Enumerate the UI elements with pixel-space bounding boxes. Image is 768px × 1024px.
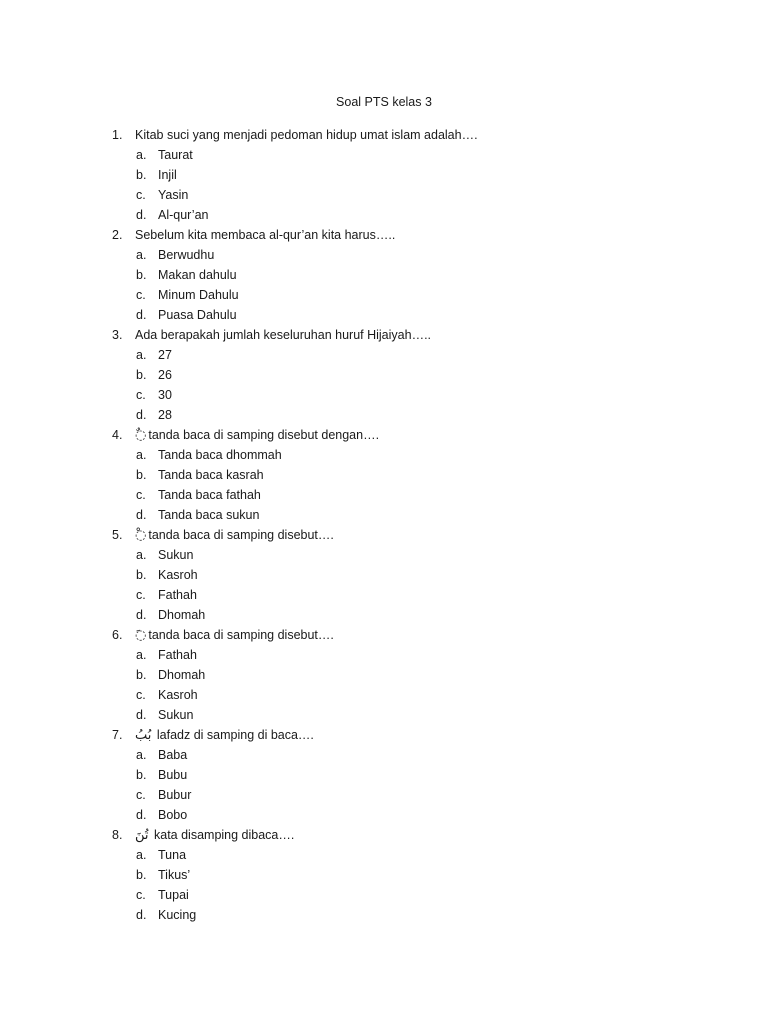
- option-letter: b.: [136, 868, 147, 882]
- option-text: Yasin: [158, 188, 189, 202]
- option-letter: d.: [136, 308, 147, 322]
- option-row: [0, 445, 768, 465]
- option-row: [0, 365, 768, 385]
- option-text: 28: [158, 408, 172, 422]
- question-4: [0, 425, 768, 525]
- question-row: [0, 625, 768, 645]
- question-text-body: tanda baca di samping disebut dengan….: [148, 428, 380, 442]
- option-row: [0, 545, 768, 565]
- question-text: [135, 625, 334, 646]
- question-text: [135, 725, 314, 746]
- option-row: [0, 705, 768, 725]
- option-letter: c.: [136, 888, 146, 902]
- option-row: [0, 165, 768, 185]
- option-row: [0, 265, 768, 285]
- question-8: [0, 825, 768, 925]
- question-number: 3.: [112, 328, 123, 342]
- question-text-body: lafadz di samping di baca….: [156, 728, 314, 742]
- option-text: Tikus’: [158, 868, 191, 882]
- option-text: Berwudhu: [158, 248, 215, 262]
- option-text: Tanda baca fathah: [158, 488, 261, 502]
- question-number: 6.: [112, 628, 123, 642]
- option-letter: d.: [136, 708, 147, 722]
- option-row: [0, 485, 768, 505]
- question-number: 4.: [112, 428, 123, 442]
- question-7: [0, 725, 768, 825]
- option-text: Bubur: [158, 788, 192, 802]
- question-row: [0, 425, 768, 445]
- question-3: [0, 325, 768, 425]
- question-row: [0, 125, 768, 145]
- document-title: Soal PTS kelas 3: [336, 95, 432, 109]
- option-text: Sukun: [158, 548, 194, 562]
- question-text-body: kata disamping dibaca….: [154, 828, 295, 842]
- option-text: Puasa Dahulu: [158, 308, 237, 322]
- option-letter: a.: [136, 648, 147, 662]
- option-row: [0, 145, 768, 165]
- arabic-glyph: ◌ٌ: [135, 428, 147, 443]
- question-text-body: tanda baca di samping disebut….: [148, 528, 334, 542]
- option-row: [0, 845, 768, 865]
- option-row: [0, 885, 768, 905]
- question-2: [0, 225, 768, 325]
- option-text: Al-qur’an: [158, 208, 209, 222]
- option-text: Minum Dahulu: [158, 288, 239, 302]
- question-text: Sebelum kita membaca al-qur’an kita harus…..: [135, 228, 396, 242]
- question-row: [0, 725, 768, 745]
- option-letter: c.: [136, 488, 146, 502]
- option-text: Dhomah: [158, 608, 206, 622]
- option-text: Kasroh: [158, 688, 198, 702]
- option-row: [0, 785, 768, 805]
- arabic-glyph: ◌َ: [135, 628, 147, 643]
- question-1: [0, 125, 768, 225]
- option-letter: b.: [136, 168, 147, 182]
- option-letter: b.: [136, 568, 147, 582]
- arabic-glyph: تُنَ: [135, 828, 149, 843]
- option-text: Taurat: [158, 148, 193, 162]
- question-list: [0, 125, 768, 925]
- option-text: Injil: [158, 168, 177, 182]
- option-row: [0, 305, 768, 325]
- option-letter: d.: [136, 208, 147, 222]
- option-letter: c.: [136, 788, 146, 802]
- question-number: 7.: [112, 728, 123, 742]
- option-text: Fathah: [158, 648, 197, 662]
- option-row: [0, 185, 768, 205]
- option-row: [0, 465, 768, 485]
- option-letter: b.: [136, 468, 147, 482]
- option-text: Tanda baca kasrah: [158, 468, 264, 482]
- option-letter: b.: [136, 668, 147, 682]
- question-number: 2.: [112, 228, 123, 242]
- option-text: 26: [158, 368, 172, 382]
- question-row: [0, 225, 768, 245]
- option-letter: a.: [136, 448, 147, 462]
- option-text: Bubu: [158, 768, 188, 782]
- option-text: Makan dahulu: [158, 268, 237, 282]
- option-text: Kasroh: [158, 568, 198, 582]
- option-text: 27: [158, 348, 172, 362]
- question-text: [135, 525, 334, 546]
- option-row: [0, 645, 768, 665]
- question-text: Kitab suci yang menjadi pedoman hidup umat islam adalah….: [135, 128, 478, 142]
- option-letter: a.: [136, 548, 147, 562]
- question-number: 5.: [112, 528, 123, 542]
- option-letter: a.: [136, 748, 147, 762]
- option-letter: b.: [136, 768, 147, 782]
- question-number: 1.: [112, 128, 123, 142]
- arabic-glyph: ◌ْ: [135, 528, 147, 543]
- option-letter: b.: [136, 268, 147, 282]
- option-row: [0, 245, 768, 265]
- option-row: [0, 805, 768, 825]
- option-row: [0, 865, 768, 885]
- option-letter: a.: [136, 248, 147, 262]
- option-row: [0, 685, 768, 705]
- option-text: Tuna: [158, 848, 187, 862]
- question-row: [0, 525, 768, 545]
- option-row: [0, 385, 768, 405]
- option-text: Dhomah: [158, 668, 206, 682]
- option-row: [0, 205, 768, 225]
- question-5: [0, 525, 768, 625]
- arabic-glyph: بُبُ: [135, 728, 152, 743]
- option-row: [0, 345, 768, 365]
- question-row: [0, 825, 768, 845]
- question-text: [135, 825, 294, 846]
- option-letter: c.: [136, 388, 146, 402]
- option-text: Baba: [158, 748, 188, 762]
- option-row: [0, 665, 768, 685]
- question-text: [135, 425, 379, 446]
- option-row: [0, 745, 768, 765]
- question-row: [0, 325, 768, 345]
- option-letter: c.: [136, 588, 146, 602]
- option-text: Bobo: [158, 808, 188, 822]
- option-text: 30: [158, 388, 172, 402]
- option-row: [0, 605, 768, 625]
- option-letter: a.: [136, 148, 147, 162]
- option-letter: d.: [136, 608, 147, 622]
- question-text-body: tanda baca di samping disebut….: [148, 628, 334, 642]
- option-letter: d.: [136, 808, 147, 822]
- option-row: [0, 285, 768, 305]
- option-letter: d.: [136, 408, 147, 422]
- question-6: [0, 625, 768, 725]
- option-letter: c.: [136, 688, 146, 702]
- option-text: Sukun: [158, 708, 194, 722]
- option-letter: a.: [136, 348, 147, 362]
- option-row: [0, 585, 768, 605]
- option-letter: c.: [136, 188, 146, 202]
- option-letter: d.: [136, 908, 147, 922]
- option-text: Fathah: [158, 588, 197, 602]
- question-text: Ada berapakah jumlah keseluruhan huruf Hijaiyah…..: [135, 328, 432, 342]
- option-text: Tanda baca sukun: [158, 508, 260, 522]
- option-text: Kucing: [158, 908, 197, 922]
- option-letter: a.: [136, 848, 147, 862]
- question-number: 8.: [112, 828, 123, 842]
- option-letter: b.: [136, 368, 147, 382]
- option-row: [0, 405, 768, 425]
- option-row: [0, 565, 768, 585]
- option-text: Tanda baca dhommah: [158, 448, 282, 462]
- option-row: [0, 905, 768, 925]
- option-row: [0, 765, 768, 785]
- option-text: Tupai: [158, 888, 189, 902]
- option-letter: c.: [136, 288, 146, 302]
- option-row: [0, 505, 768, 525]
- option-letter: d.: [136, 508, 147, 522]
